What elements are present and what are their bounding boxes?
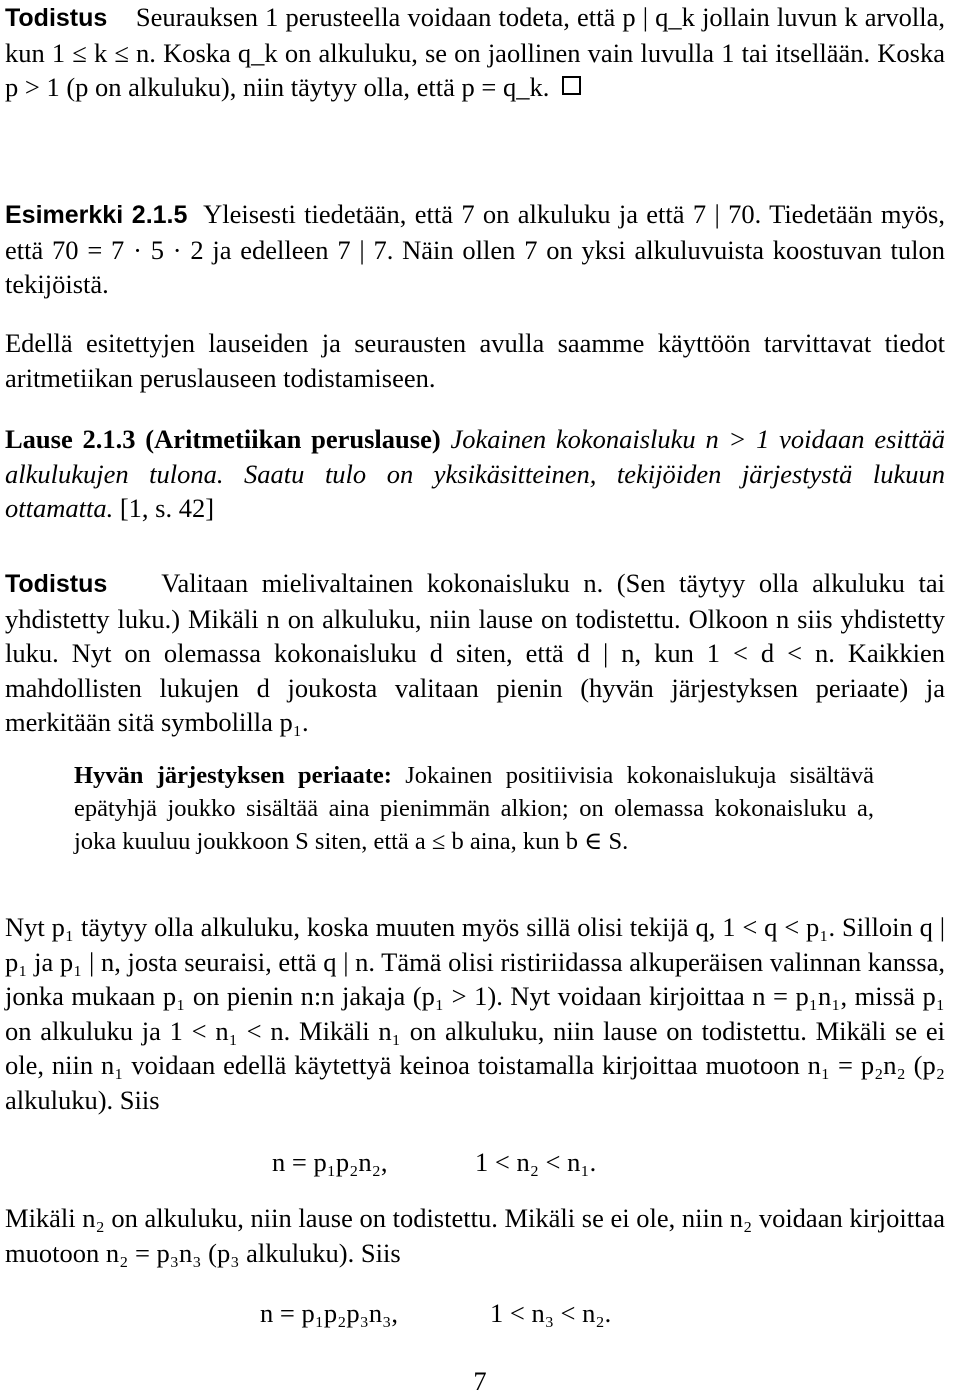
example-label: Esimerkki 2.1.5 bbox=[5, 201, 188, 229]
proof-text: Seurauksen 1 perusteella voidaan todeta, että p | q_k jollain luvun k arvolla, kun 1 ≤ k ≤ n. Koska q_k on alkuluku, se on jaollinen vain luvulla 1 tai itsellään. Koska p > 1 (p on alkuluku), niin täytyy olla, että p = q_k. bbox=[5, 2, 945, 102]
continuation-paragraph-2 bbox=[5, 1201, 945, 1270]
principle-box bbox=[74, 759, 874, 858]
theorem-label: Lause 2.1.3 (Aritmetiikan peruslause) bbox=[5, 424, 441, 454]
principle-text: Jokainen positiivisia kokonaislukuja sisältävä epätyhjä joukko sisältää aina pienimmän alkion; on olemassa kokonaisluku a, joka kuuluu joukkoon S siten, että a ≤ b aina, kun b ∈ S. bbox=[74, 762, 874, 855]
proof-text: Valitaan mielivaltainen kokonaisluku n. (Sen täytyy olla alkuluku tai yhdistetty luku.) Mikäli n on alkuluku, niin lause on todistettu. Olkoon n siis yhdistetty luku. Nyt on olemassa kokonaisluku d siten, että d | n, kun 1 < d < n. Kaikkien mahdollisten lukujen d joukosta valitaan pienin (hyvän järjestyksen periaate) ja merkitään sitä symbolilla p₁. bbox=[5, 568, 946, 737]
equation-rhs: 1 < n₂ < n₁. bbox=[475, 1147, 597, 1177]
equation-lhs: n = p₁p₂p₃n₃, bbox=[260, 1298, 399, 1328]
continuation-paragraph bbox=[5, 910, 945, 1117]
continuation2-text: Mikäli n₂ on alkuluku, niin lause on todistettu. Mikäli se ei ole, niin n₂ voidaan kirjoittaa muotoon n₂ = p₃n₃ (p₃ alkuluku). Siis bbox=[5, 1203, 945, 1268]
principle-label: Hyvän järjestyksen periaate: bbox=[74, 762, 392, 789]
intro-text: Edellä esitettyjen lauseiden ja seurausten avulla saamme käyttöön tarvittavat tiedot aritmetiikan peruslauseen todistamiseen. bbox=[5, 328, 945, 393]
theorem-text: Jokainen kokonaisluku n > 1 voidaan esittää alkulukujen tulona. Saatu tulo on yksikäsitteinen, tekijöiden järjestystä lukuun ottamatta. bbox=[5, 424, 945, 523]
theorem-citation: [1, s. 42] bbox=[119, 493, 215, 523]
page-number: 7 bbox=[473, 1366, 487, 1396]
proof-paragraph-1 bbox=[5, 0, 945, 105]
proof-label: Todistus bbox=[5, 4, 108, 32]
theorem-paragraph bbox=[5, 422, 945, 526]
example-paragraph bbox=[5, 197, 945, 302]
equation-lhs: n = p₁p₂n₂, bbox=[272, 1147, 388, 1177]
proof-paragraph-2 bbox=[5, 566, 945, 740]
example-text: Yleisesti tiedetään, että 7 on alkuluku ja että 7 | 70. Tiedetään myös, että 70 = 7 · 5 · 2 ja edelleen 7 | 7. Näin ollen 7 on yksi alkuluvuista koostuvan tulon tekijöistä. bbox=[5, 199, 945, 299]
continuation-text: Nyt p₁ täytyy olla alkuluku, koska muuten myös sillä olisi tekijä q, 1 < q < p₁. Silloin q | p₁ ja p₁ | n, josta seuraisi, että q | n. Tämä olisi ristiriidassa alkuperäisen valinnan kanssa, jonka mukaan p₁ on pienin n:n jakaja (p₁ > 1). Nyt voidaan kirjoittaa n = p₁n₁, missä p₁ on alkuluku ja 1 < n₁ < n. Mikäli n₁ on alkuluku, niin lause on todistettu. Mikäli se ei ole, niin n₁ voidaan edellä käytettyä keinoa toistamalla kirjoittaa muotoon n₁ = p₂n₂ (p₂ alkuluku). Siis bbox=[5, 912, 945, 1115]
equation-rhs: 1 < n₃ < n₂. bbox=[490, 1298, 612, 1328]
intro-paragraph bbox=[5, 326, 945, 395]
proof-label: Todistus bbox=[5, 570, 108, 598]
qed-square-icon bbox=[562, 76, 581, 95]
